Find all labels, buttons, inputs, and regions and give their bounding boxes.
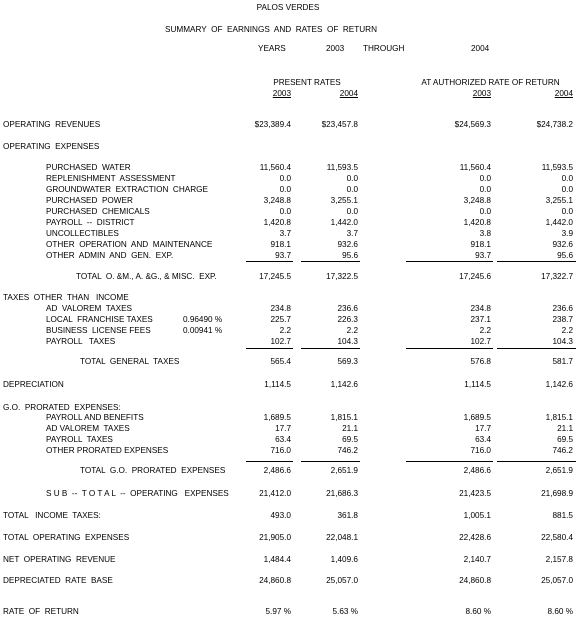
cell-groundwater-extraction-charge-col4: 0.0 [561, 185, 573, 194]
cell-total-g-o-prorated-expenses-col4: 2,651.9 [545, 466, 573, 475]
cell-purchased-water-col3: 11,560.4 [459, 163, 491, 172]
cell-total-o-m-a-g-misc-exp-col2: 17,322.5 [326, 272, 358, 281]
row-label-operating-revenues: OPERATING REVENUES [3, 120, 101, 129]
cell-other-admin-and-gen-exp-col2: 95.6 [342, 251, 358, 260]
total-rule [497, 461, 576, 462]
row-rate-local-franchise-taxes: 0.96490 % [183, 315, 223, 324]
total-rule [406, 261, 493, 262]
cell-uncollectibles-col3: 3.8 [479, 229, 491, 238]
row-label-depreciated-rate-base: DEPRECIATED RATE BASE [3, 576, 113, 585]
cell-replenishment-assessment-col4: 0.0 [561, 174, 573, 183]
cell-business-license-fees-col1: 2.2 [279, 326, 291, 335]
cell-total-o-m-a-g-misc-exp-col3: 17,245.6 [459, 272, 491, 281]
cell-ad-valorem-taxes-col1: 17.7 [275, 424, 291, 433]
cell-total-operating-expenses-col3: 22,428.6 [459, 533, 491, 542]
cell-ad-valorem-taxes-col1: 234.8 [270, 304, 291, 313]
row-label-other-operation-and-maintenance: OTHER OPERATION AND MAINTENANCE [46, 240, 213, 249]
row-label-replenishment-assessment: REPLENISHMENT ASSESSMENT [46, 174, 176, 183]
cell-payroll-taxes-col3: 102.7 [470, 337, 491, 346]
cell-business-license-fees-col4: 2.2 [561, 326, 573, 335]
cell-ad-valorem-taxes-col4: 236.6 [552, 304, 573, 313]
cell-operating-revenues-col2: $23,457.8 [321, 120, 358, 129]
cell-depreciated-rate-base-col2: 25,057.0 [326, 576, 358, 585]
cell-payroll-district-col3: 1,420.8 [463, 218, 491, 227]
authorized-rates-header: AT AUTHORIZED RATE OF RETURN [421, 78, 560, 87]
row-label-purchased-chemicals: PURCHASED CHEMICALS [46, 207, 150, 216]
total-rule [246, 348, 293, 349]
row-label-g-o-prorated-expenses: G.O. PRORATED EXPENSES: [3, 403, 121, 412]
years-label: YEARS [258, 44, 286, 53]
cell-purchased-water-col2: 11,593.5 [326, 163, 358, 172]
cell-net-operating-revenue-col3: 2,140.7 [463, 555, 491, 564]
cell-depreciation-col2: 1,142.6 [330, 380, 358, 389]
cell-purchased-chemicals-col2: 0.0 [346, 207, 358, 216]
cell-business-license-fees-col2: 2.2 [346, 326, 358, 335]
cell-replenishment-assessment-col3: 0.0 [479, 174, 491, 183]
cell-total-general-taxes-col2: 569.3 [337, 357, 358, 366]
cell-operating-revenues-col1: $23,389.4 [254, 120, 291, 129]
row-label-payroll-taxes: PAYROLL TAXES [46, 435, 113, 444]
cell-total-income-taxes-col2: 361.8 [337, 511, 358, 520]
row-label-total-income-taxes: TOTAL INCOME TAXES: [3, 511, 101, 520]
cell-depreciated-rate-base-col3: 24,860.8 [459, 576, 491, 585]
row-label-ad-valorem-taxes: AD VALOREM TAXES [46, 304, 132, 313]
cell-other-operation-and-maintenance-col3: 918.1 [470, 240, 491, 249]
cell-payroll-taxes-col4: 104.3 [552, 337, 573, 346]
row-label-rate-of-return: RATE OF RETURN [3, 607, 79, 616]
cell-operating-revenues-col4: $24,738.2 [536, 120, 573, 129]
row-label-uncollectibles: UNCOLLECTIBLES [46, 229, 119, 238]
cell-total-o-m-a-g-misc-exp-col4: 17,322.7 [541, 272, 573, 281]
cell-depreciation-col4: 1,142.6 [545, 380, 573, 389]
cell-ad-valorem-taxes-col3: 17.7 [475, 424, 491, 433]
row-rate-business-license-fees: 0.00941 % [183, 326, 223, 335]
through-label: THROUGH [363, 44, 405, 53]
total-rule [246, 261, 293, 262]
cell-purchased-chemicals-col4: 0.0 [561, 207, 573, 216]
report-title: SUMMARY OF EARNINGS AND RATES OF RETURN [165, 25, 377, 34]
cell-purchased-water-col1: 11,560.4 [259, 163, 291, 172]
cell-groundwater-extraction-charge-col3: 0.0 [479, 185, 491, 194]
cell-other-operation-and-maintenance-col1: 918.1 [270, 240, 291, 249]
cell-payroll-taxes-col4: 69.5 [557, 435, 573, 444]
cell-payroll-and-benefits-col1: 1,689.5 [263, 413, 291, 422]
total-rule [406, 348, 493, 349]
total-rule [246, 461, 293, 462]
total-rule [497, 261, 576, 262]
cell-depreciated-rate-base-col1: 24,860.8 [259, 576, 291, 585]
cell-purchased-power-col2: 3,255.1 [330, 196, 358, 205]
cell-net-operating-revenue-col1: 1,484.4 [263, 555, 291, 564]
col-year-present-2004: 2004 [339, 89, 358, 98]
company-name: PALOS VERDES [256, 3, 320, 12]
cell-groundwater-extraction-charge-col1: 0.0 [279, 185, 291, 194]
cell-rate-of-return-col2: 5.63 % [332, 607, 358, 616]
row-label-total-o-m-a-g-misc-exp: TOTAL O. &M., A. &G., & MISC. EXP. [76, 272, 217, 281]
year-end: 2004 [471, 44, 490, 53]
col-year-authorized-2004: 2004 [554, 89, 573, 98]
cell-rate-of-return-col1: 5.97 % [265, 607, 291, 616]
row-label-other-prorated-expenses: OTHER PRORATED EXPENSES [46, 446, 169, 455]
cell-other-operation-and-maintenance-col2: 932.6 [337, 240, 358, 249]
cell-net-operating-revenue-col2: 1,409.6 [330, 555, 358, 564]
cell-other-prorated-expenses-col2: 746.2 [337, 446, 358, 455]
cell-ad-valorem-taxes-col2: 21.1 [342, 424, 358, 433]
cell-depreciation-col1: 1,114.5 [264, 380, 291, 389]
row-label-total-g-o-prorated-expenses: TOTAL G.O. PRORATED EXPENSES [80, 466, 226, 475]
cell-payroll-and-benefits-col4: 1,815.1 [545, 413, 573, 422]
cell-net-operating-revenue-col4: 2,157.8 [545, 555, 573, 564]
cell-payroll-and-benefits-col2: 1,815.1 [330, 413, 358, 422]
cell-ad-valorem-taxes-col3: 234.8 [470, 304, 491, 313]
cell-other-admin-and-gen-exp-col4: 95.6 [557, 251, 573, 260]
cell-total-g-o-prorated-expenses-col1: 2,486.6 [263, 466, 291, 475]
col-year-authorized-2003: 2003 [472, 89, 491, 98]
total-rule [497, 348, 576, 349]
cell-total-income-taxes-col4: 881.5 [552, 511, 573, 520]
cell-total-general-taxes-col3: 576.8 [470, 357, 491, 366]
cell-other-admin-and-gen-exp-col3: 93.7 [475, 251, 491, 260]
cell-other-prorated-expenses-col4: 746.2 [552, 446, 573, 455]
row-label-local-franchise-taxes: LOCAL FRANCHISE TAXES [46, 315, 153, 324]
cell-payroll-district-col4: 1,442.0 [545, 218, 573, 227]
cell-total-o-m-a-g-misc-exp-col1: 17,245.5 [259, 272, 291, 281]
cell-uncollectibles-col1: 3.7 [279, 229, 291, 238]
cell-uncollectibles-col4: 3.9 [561, 229, 573, 238]
total-rule [301, 261, 360, 262]
cell-total-income-taxes-col1: 493.0 [270, 511, 291, 520]
cell-other-prorated-expenses-col1: 716.0 [270, 446, 291, 455]
cell-purchased-chemicals-col1: 0.0 [279, 207, 291, 216]
total-rule [301, 461, 360, 462]
cell-total-g-o-prorated-expenses-col3: 2,486.6 [463, 466, 491, 475]
cell-rate-of-return-col4: 8.60 % [547, 607, 573, 616]
cell-operating-revenues-col3: $24,569.3 [454, 120, 491, 129]
row-label-payroll-district: PAYROLL -- DISTRICT [46, 218, 135, 227]
cell-replenishment-assessment-col1: 0.0 [279, 174, 291, 183]
cell-local-franchise-taxes-col4: 238.7 [552, 315, 573, 324]
cell-uncollectibles-col2: 3.7 [346, 229, 358, 238]
cell-rate-of-return-col3: 8.60 % [465, 607, 491, 616]
cell-depreciated-rate-base-col4: 25,057.0 [541, 576, 573, 585]
cell-payroll-taxes-col2: 104.3 [337, 337, 358, 346]
row-label-payroll-and-benefits: PAYROLL AND BENEFITS [46, 413, 144, 422]
cell-payroll-taxes-col1: 63.4 [275, 435, 291, 444]
cell-total-g-o-prorated-expenses-col2: 2,651.9 [330, 466, 358, 475]
cell-ad-valorem-taxes-col4: 21.1 [557, 424, 573, 433]
row-label-groundwater-extraction-charge: GROUNDWATER EXTRACTION CHARGE [46, 185, 208, 194]
cell-local-franchise-taxes-col2: 226.3 [337, 315, 358, 324]
row-label-net-operating-revenue: NET OPERATING REVENUE [3, 555, 116, 564]
total-rule [301, 348, 360, 349]
cell-payroll-taxes-col3: 63.4 [475, 435, 491, 444]
total-rule [406, 461, 493, 462]
cell-local-franchise-taxes-col3: 237.1 [470, 315, 491, 324]
cell-payroll-taxes-col2: 69.5 [342, 435, 358, 444]
row-label-business-license-fees: BUSINESS LICENSE FEES [46, 326, 151, 335]
cell-total-income-taxes-col3: 1,005.1 [463, 511, 491, 520]
cell-payroll-and-benefits-col3: 1,689.5 [463, 413, 491, 422]
cell-local-franchise-taxes-col1: 225.7 [270, 315, 291, 324]
cell-purchased-water-col4: 11,593.5 [541, 163, 573, 172]
row-label-ad-valorem-taxes: AD VALOREM TAXES [46, 424, 130, 433]
cell-payroll-taxes-col1: 102.7 [270, 337, 291, 346]
row-label-depreciation: DEPRECIATION [3, 380, 64, 389]
row-label-total-general-taxes: TOTAL GENERAL TAXES [80, 357, 180, 366]
cell-ad-valorem-taxes-col2: 236.6 [337, 304, 358, 313]
cell-payroll-district-col2: 1,442.0 [330, 218, 358, 227]
cell-total-general-taxes-col4: 581.7 [552, 357, 573, 366]
cell-other-admin-and-gen-exp-col1: 93.7 [275, 251, 291, 260]
cell-purchased-chemicals-col3: 0.0 [479, 207, 491, 216]
cell-purchased-power-col3: 3,248.8 [463, 196, 491, 205]
cell-replenishment-assessment-col2: 0.0 [346, 174, 358, 183]
row-label-operating-expenses: OPERATING EXPENSES [3, 142, 100, 151]
cell-depreciation-col3: 1,114.5 [464, 380, 491, 389]
cell-total-general-taxes-col1: 565.4 [270, 357, 291, 366]
cell-purchased-power-col4: 3,255.1 [545, 196, 573, 205]
row-label-purchased-water: PURCHASED WATER [46, 163, 131, 172]
row-label-purchased-power: PURCHASED POWER [46, 196, 133, 205]
col-year-present-2003: 2003 [272, 89, 291, 98]
row-label-total-operating-expenses: TOTAL OPERATING EXPENSES [3, 533, 130, 542]
row-label-other-admin-and-gen-exp: OTHER ADMIN AND GEN. EXP. [46, 251, 174, 260]
cell-total-operating-expenses-col1: 21,905.0 [259, 533, 291, 542]
cell-s-u-b-t-o-t-a-l-operating-expenses-col4: 21,698.9 [541, 489, 573, 498]
cell-s-u-b-t-o-t-a-l-operating-expenses-col1: 21,412.0 [259, 489, 291, 498]
cell-business-license-fees-col3: 2.2 [479, 326, 491, 335]
cell-other-prorated-expenses-col3: 716.0 [470, 446, 491, 455]
cell-purchased-power-col1: 3,248.8 [263, 196, 291, 205]
cell-total-operating-expenses-col4: 22,580.4 [541, 533, 573, 542]
year-start: 2003 [326, 44, 345, 53]
cell-groundwater-extraction-charge-col2: 0.0 [346, 185, 358, 194]
row-label-s-u-b-t-o-t-a-l-operating-expenses: S U B -- T O T A L -- OPERATING EXPENSES [46, 489, 229, 498]
row-label-payroll-taxes: PAYROLL TAXES [46, 337, 116, 346]
present-rates-header: PRESENT RATES [273, 78, 341, 87]
cell-s-u-b-t-o-t-a-l-operating-expenses-col2: 21,686.3 [326, 489, 358, 498]
cell-total-operating-expenses-col2: 22,048.1 [326, 533, 358, 542]
cell-other-operation-and-maintenance-col4: 932.6 [552, 240, 573, 249]
row-label-taxes-other-than-income: TAXES OTHER THAN INCOME [3, 293, 129, 302]
cell-s-u-b-t-o-t-a-l-operating-expenses-col3: 21,423.5 [459, 489, 491, 498]
cell-payroll-district-col1: 1,420.8 [263, 218, 291, 227]
